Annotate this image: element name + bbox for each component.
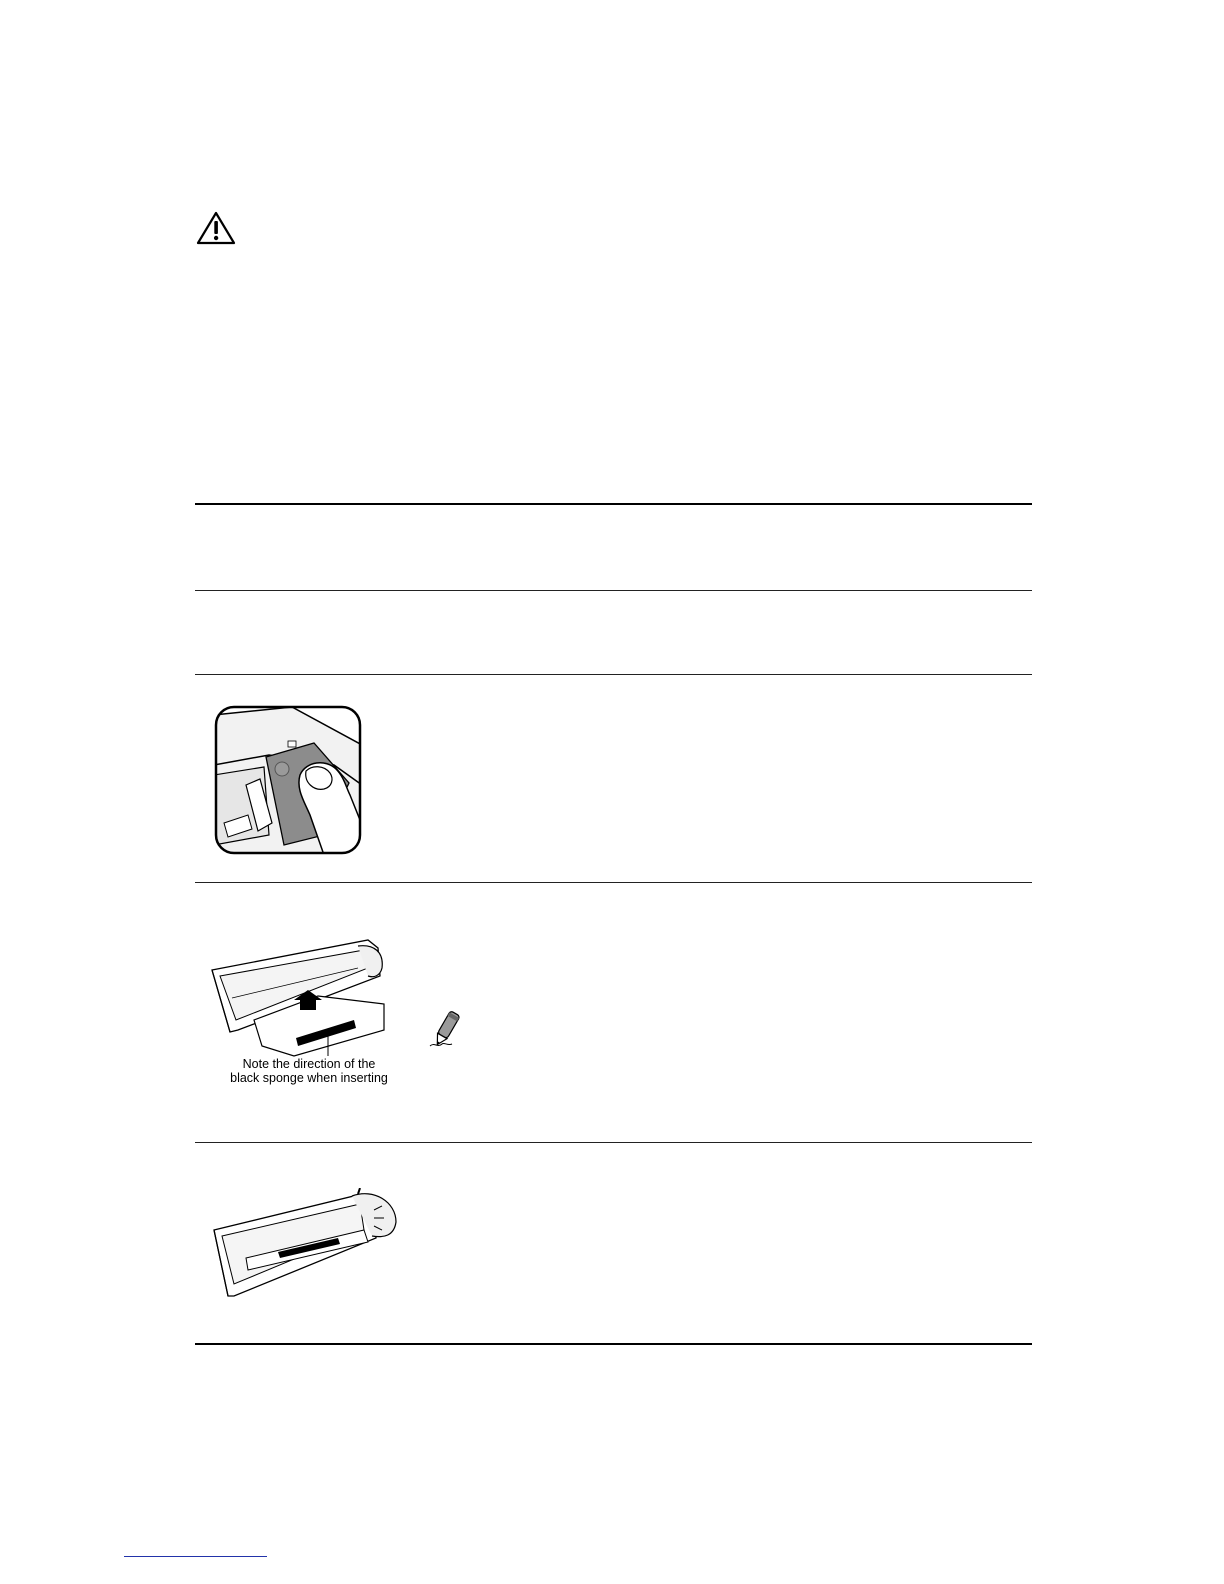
calibration-sheet-feed-illustration xyxy=(208,938,398,1058)
table-bottom-rule xyxy=(195,1343,1032,1345)
caution-warning-icon xyxy=(196,210,238,246)
table-top-rule xyxy=(195,503,1032,505)
table-row-divider xyxy=(195,674,1032,675)
table-row-divider xyxy=(195,590,1032,591)
caption-line: black sponge when inserting xyxy=(230,1071,388,1085)
table-row-divider xyxy=(195,1142,1032,1143)
table-row-divider xyxy=(195,882,1032,883)
power-button-illustration xyxy=(214,705,362,855)
footnote-separator xyxy=(124,1556,267,1557)
sheet-inside-scanner-illustration xyxy=(212,1188,402,1298)
figure-caption xyxy=(214,1057,404,1085)
pencil-note-icon xyxy=(424,1008,464,1052)
caption-line: Note the direction of the xyxy=(242,1057,376,1071)
